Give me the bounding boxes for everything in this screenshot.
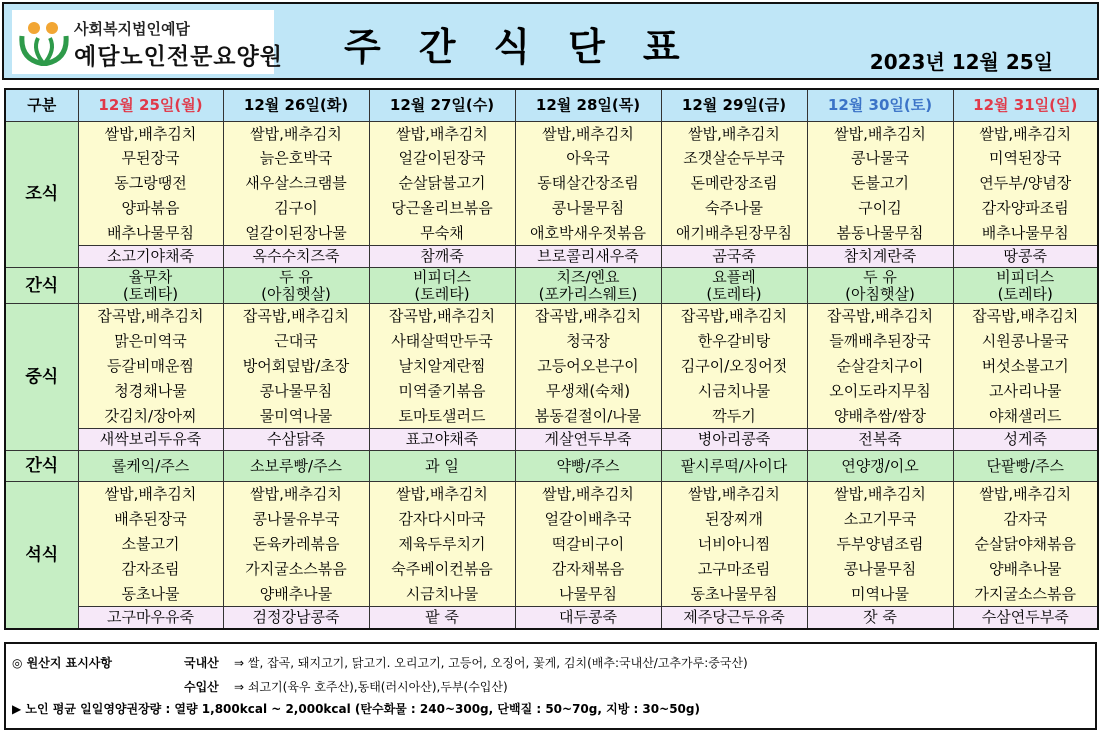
- logo-icon: [18, 20, 70, 66]
- lunch-cell: [78, 304, 223, 429]
- snack-item: 소보루빵/주스: [223, 451, 369, 482]
- porridge-item: 검정강남콩죽: [223, 607, 369, 630]
- snack-item: (포카리스웨트): [538, 284, 638, 303]
- import-label: 수입산: [184, 680, 219, 694]
- menu-item: 감자다시마국: [398, 510, 486, 529]
- porridge-item: 곰국죽: [661, 246, 807, 268]
- menu-item: 사태살떡만두국: [391, 332, 493, 351]
- menu-item: 쌀밥,배추김치: [542, 485, 634, 504]
- snack-item: 팥시루떡/사이다: [661, 451, 807, 482]
- menu-item: 콩나물무침: [259, 381, 333, 400]
- dinner-cell: [369, 482, 515, 607]
- snack-item: (토레타): [706, 284, 762, 303]
- snack-item: 과 일: [369, 451, 515, 482]
- day-header-tue: 12월 26일(화): [223, 89, 369, 121]
- menu-item: 두부양념조림: [836, 535, 924, 554]
- menu-item: 콩나물유부국: [252, 510, 340, 529]
- porridge-item: 새싹보리두유죽: [78, 429, 223, 451]
- day-header-wed: 12월 27일(수): [369, 89, 515, 121]
- menu-item: 시금치나물: [697, 381, 771, 400]
- weekly-menu-table: [4, 88, 1099, 630]
- snack-item: (토레타): [414, 284, 470, 303]
- import-text: ⇒ 쇠고기(육우 호주산),동태(러시아산),두부(수입산): [234, 680, 508, 694]
- porridge-item: 제주당근두유죽: [661, 607, 807, 630]
- menu-item: 제육두루치기: [398, 535, 486, 554]
- logo: [12, 10, 283, 74]
- snack-item: 율무차: [128, 267, 173, 286]
- snack1-cell: [223, 268, 369, 304]
- menu-item: 애기배추된장무침: [676, 223, 792, 242]
- menu-item: 쌀밥,배추김치: [688, 124, 780, 143]
- menu-item: 동초나물: [121, 584, 180, 603]
- menu-item: 잡곡밥,배추김치: [534, 307, 642, 326]
- snack-item: 비피더스: [996, 267, 1055, 286]
- snack-item: 치즈/엔요: [556, 267, 620, 286]
- menu-item: 쌀밥,배추김치: [250, 485, 342, 504]
- snack1-label: 간식: [5, 268, 78, 304]
- menu-item: 청국장: [566, 332, 610, 351]
- dinner-cell: [807, 482, 953, 607]
- menu-item: 미역나물: [851, 584, 909, 603]
- menu-item: 애호박새우젓볶음: [530, 223, 646, 242]
- menu-item: 시금치나물: [405, 584, 479, 603]
- snack1-cell: [78, 268, 223, 304]
- snack-item: 비피더스: [413, 267, 471, 286]
- menu-item: 맑은미역국: [114, 332, 187, 351]
- menu-item: 쌀밥,배추김치: [542, 124, 634, 143]
- snack1-cell: [807, 268, 953, 304]
- menu-item: 콩나물무침: [843, 559, 917, 578]
- menu-item: 양배추나물: [259, 584, 333, 603]
- snack-item: (아침햇살): [261, 284, 331, 303]
- menu-item: 당근올리브볶음: [391, 198, 493, 217]
- breakfast-label: 조식: [5, 121, 78, 268]
- menu-item: 버섯소불고기: [981, 357, 1069, 376]
- porridge-item: 참깨죽: [369, 246, 515, 268]
- breakfast-cell: [807, 121, 953, 246]
- nutrition-guide: ▶ 노인 평균 일일영양권장량 : 열량 1,800kcal ~ 2,000kcal (탄수화물 : 240~300g, 단백질 : 50~70g, 지방 : 30~50g): [12, 702, 700, 716]
- menu-item: 무숙채: [420, 223, 464, 242]
- menu-item: 쌀밥,배추김치: [250, 124, 342, 143]
- menu-item: 콩나물국: [851, 149, 909, 168]
- porridge-item: 팥 죽: [369, 607, 515, 630]
- breakfast-row: [5, 121, 1098, 246]
- menu-item: 쌀밥,배추김치: [104, 124, 197, 143]
- dinner-cell: [223, 482, 369, 607]
- menu-item: 조갯살순두부국: [683, 149, 785, 168]
- menu-item: 쌀밥,배추김치: [688, 485, 780, 504]
- snack2-label: 간식: [5, 451, 78, 482]
- menu-item: 순살닭야채볶음: [974, 535, 1076, 554]
- menu-item: 방어회덮밥/초장: [242, 357, 350, 376]
- menu-item: 쌀밥,배추김치: [834, 485, 926, 504]
- day-header-fri: 12월 29일(금): [661, 89, 807, 121]
- menu-item: 봄동나물무침: [836, 223, 924, 242]
- snack-item: (아침햇살): [845, 284, 915, 303]
- menu-item: 양배추쌈/쌈장: [834, 406, 926, 425]
- menu-item: 쌀밥,배추김치: [104, 485, 197, 504]
- menu-item: 잡곡밥,배추김치: [680, 307, 788, 326]
- day-header-row: [5, 89, 1098, 121]
- snack-item: 두 유: [279, 267, 313, 286]
- porridge-item: 게살연두부죽: [515, 429, 661, 451]
- menu-item: 잡곡밥,배추김치: [242, 307, 350, 326]
- menu-item: 동그랑땡전: [114, 174, 187, 193]
- menu-item: 소불고기: [121, 535, 180, 554]
- domestic-text: ⇒ 쌀, 잡곡, 돼지고기, 닭고기. 오리고기, 고등어, 오징어, 꽃게, 김치(배추:국내산/고추가루:중국산): [234, 656, 748, 670]
- porridge-item: 수삼닭죽: [223, 429, 369, 451]
- org-name: 예담노인전문요양원: [74, 44, 283, 70]
- snack-item: 연양갱/이오: [807, 451, 953, 482]
- menu-item: 물미역나물: [259, 406, 333, 425]
- snack1-cell: [515, 268, 661, 304]
- domestic-label: 국내산: [184, 656, 219, 670]
- corner-header: 구분: [5, 89, 78, 121]
- porridge-item: 옥수수치즈죽: [223, 246, 369, 268]
- menu-item: 가지굴소스볶음: [245, 559, 347, 578]
- menu-item: 돈메란장조림: [690, 174, 778, 193]
- dinner-cell: [515, 482, 661, 607]
- menu-item: 쌀밥,배추김치: [979, 124, 1072, 143]
- org-subtitle: 사회복지법인예담: [74, 20, 190, 38]
- menu-item: 한우갈비탕: [697, 332, 771, 351]
- menu-item: 감자채볶음: [551, 559, 625, 578]
- menu-item: 쌀밥,배추김치: [834, 124, 926, 143]
- breakfast-cell: [661, 121, 807, 246]
- menu-item: 고등어오븐구이: [537, 357, 639, 376]
- menu-item: 미역줄기볶음: [398, 381, 486, 400]
- snack-item: (토레타): [122, 284, 179, 303]
- dinner-porridge-row: [5, 607, 1098, 630]
- lunch-row: [5, 304, 1098, 429]
- porridge-item: 성게죽: [953, 429, 1098, 451]
- snack-item: (토레타): [997, 284, 1053, 303]
- menu-item: 가지굴소스볶음: [974, 584, 1076, 603]
- menu-item: 구이김: [858, 198, 902, 217]
- menu-item: 토마토샐러드: [398, 406, 486, 425]
- menu-item: 숙주나물: [705, 198, 763, 217]
- dinner-cell: [78, 482, 223, 607]
- menu-item: 미역된장국: [989, 149, 1062, 168]
- menu-item: 쌀밥,배추김치: [396, 124, 488, 143]
- menu-item: 잡곡밥,배추김치: [826, 307, 934, 326]
- porridge-item: 소고기야채죽: [78, 246, 223, 268]
- snack-item: 약빵/주스: [515, 451, 661, 482]
- menu-item: 오이도라지무침: [829, 381, 931, 400]
- lunch-cell: [223, 304, 369, 429]
- day-header-mon: 12월 25일(월): [78, 89, 223, 121]
- menu-item: 소고기무국: [843, 510, 917, 529]
- snack-item: 롤케익/주스: [78, 451, 223, 482]
- menu-item: 늙은호박국: [259, 149, 333, 168]
- porridge-item: 잣 죽: [807, 607, 953, 630]
- porridge-item: 참치계란죽: [807, 246, 953, 268]
- menu-item: 돈불고기: [851, 174, 909, 193]
- menu-item: 얼갈이배추국: [544, 510, 632, 529]
- menu-item: 봄동겉절이/나물: [534, 406, 642, 425]
- lunch-cell: [661, 304, 807, 429]
- menu-item: 쌀밥,배추김치: [979, 485, 1072, 504]
- breakfast-cell: [953, 121, 1098, 246]
- menu-item: 새우살스크램블: [245, 174, 347, 193]
- snack1-cell: [953, 268, 1098, 304]
- menu-item: 동태살간장조림: [537, 174, 639, 193]
- menu-item: 고구마조림: [697, 559, 771, 578]
- snack-item: 두 유: [863, 267, 897, 286]
- menu-item: 감자양파조림: [981, 198, 1069, 217]
- menu-item: 연두부/양념장: [979, 174, 1072, 193]
- day-header-sun: 12월 31일(일): [953, 89, 1098, 121]
- menu-item: 고사리나물: [989, 381, 1062, 400]
- menu-item: 김구이: [274, 198, 318, 217]
- menu-item: 돈육카레볶음: [252, 535, 340, 554]
- menu-item: 얼갈이된장나물: [245, 223, 347, 242]
- menu-item: 날치알계란찜: [398, 357, 486, 376]
- snack-item: 단팥빵/주스: [953, 451, 1098, 482]
- menu-item: 야채샐러드: [989, 406, 1062, 425]
- day-header-thu: 12월 28일(목): [515, 89, 661, 121]
- porridge-item: 병아리콩죽: [661, 429, 807, 451]
- menu-item: 된장찌개: [705, 510, 763, 529]
- porridge-item: 브로콜리새우죽: [515, 246, 661, 268]
- breakfast-cell: [223, 121, 369, 246]
- menu-item: 배추나물무침: [107, 223, 194, 242]
- porridge-item: 고구마우유죽: [78, 607, 223, 630]
- menu-item: 배추된장국: [114, 510, 187, 529]
- menu-item: 무된장국: [121, 149, 180, 168]
- lunch-cell: [515, 304, 661, 429]
- porridge-item: 전복죽: [807, 429, 953, 451]
- lunch-label: 중식: [5, 304, 78, 451]
- menu-item: 아욱국: [566, 149, 610, 168]
- menu-item: 배추나물무침: [981, 223, 1069, 242]
- menu-item: 양파볶음: [121, 198, 180, 217]
- snack1-cell: [661, 268, 807, 304]
- lunch-porridge-row: [5, 429, 1098, 451]
- menu-item: 무생채(숙채): [545, 381, 631, 400]
- menu-item: 동초나물무침: [690, 584, 778, 603]
- lunch-cell: [369, 304, 515, 429]
- menu-item: 감자조림: [121, 559, 180, 578]
- dinner-label: 석식: [5, 482, 78, 629]
- menu-item: 잡곡밥,배추김치: [388, 307, 496, 326]
- menu-item: 시원콩나물국: [981, 332, 1069, 351]
- page-title: 주간식단표: [344, 25, 718, 69]
- menu-date: 2023년 12월 25일: [869, 50, 1053, 74]
- dinner-cell: [661, 482, 807, 607]
- header-banner: [2, 2, 1099, 80]
- lunch-cell: [953, 304, 1098, 429]
- menu-item: 갓김치/장아찌: [104, 406, 197, 425]
- menu-item: 나물무침: [559, 584, 617, 603]
- porridge-item: 수삼연두부죽: [953, 607, 1098, 630]
- dinner-cell: [953, 482, 1098, 607]
- snack1-row: [5, 268, 1098, 304]
- breakfast-cell: [369, 121, 515, 246]
- menu-item: 잡곡밥,배추김치: [972, 307, 1079, 326]
- origin-title: ◎ 원산지 표시사항: [12, 656, 112, 670]
- snack2-row: [5, 451, 1098, 482]
- menu-item: 들깨배추된장국: [829, 332, 931, 351]
- menu-item: 깍두기: [712, 406, 756, 425]
- menu-item: 잡곡밥,배추김치: [97, 307, 204, 326]
- dinner-row: [5, 482, 1098, 607]
- menu-item: 콩나물무침: [551, 198, 625, 217]
- menu-item: 등갈비매운찜: [107, 357, 194, 376]
- menu-item: 청경채나물: [114, 381, 187, 400]
- menu-item: 쌀밥,배추김치: [396, 485, 488, 504]
- porridge-item: 대두콩죽: [515, 607, 661, 630]
- menu-item: 떡갈비구이: [551, 535, 625, 554]
- porridge-item: 표고야채죽: [369, 429, 515, 451]
- menu-item: 순살갈치구이: [836, 357, 924, 376]
- snack-item: 요플레: [712, 267, 756, 286]
- menu-item: 순살닭불고기: [398, 174, 486, 193]
- breakfast-cell: [515, 121, 661, 246]
- lunch-cell: [807, 304, 953, 429]
- menu-item: 얼갈이된장국: [398, 149, 486, 168]
- footer-notes: [4, 642, 1097, 730]
- day-header-sat: 12월 30일(토): [807, 89, 953, 121]
- porridge-item: 땅콩죽: [953, 246, 1098, 268]
- menu-item: 양배추나물: [989, 559, 1062, 578]
- menu-item: 너비아니찜: [697, 535, 771, 554]
- breakfast-porridge-row: [5, 246, 1098, 268]
- menu-item: 감자국: [1003, 510, 1047, 529]
- menu-item: 김구이/오징어젓: [680, 357, 788, 376]
- breakfast-cell: [78, 121, 223, 246]
- snack1-cell: [369, 268, 515, 304]
- menu-item: 근대국: [274, 332, 318, 351]
- menu-item: 숙주베이컨볶음: [391, 559, 493, 578]
